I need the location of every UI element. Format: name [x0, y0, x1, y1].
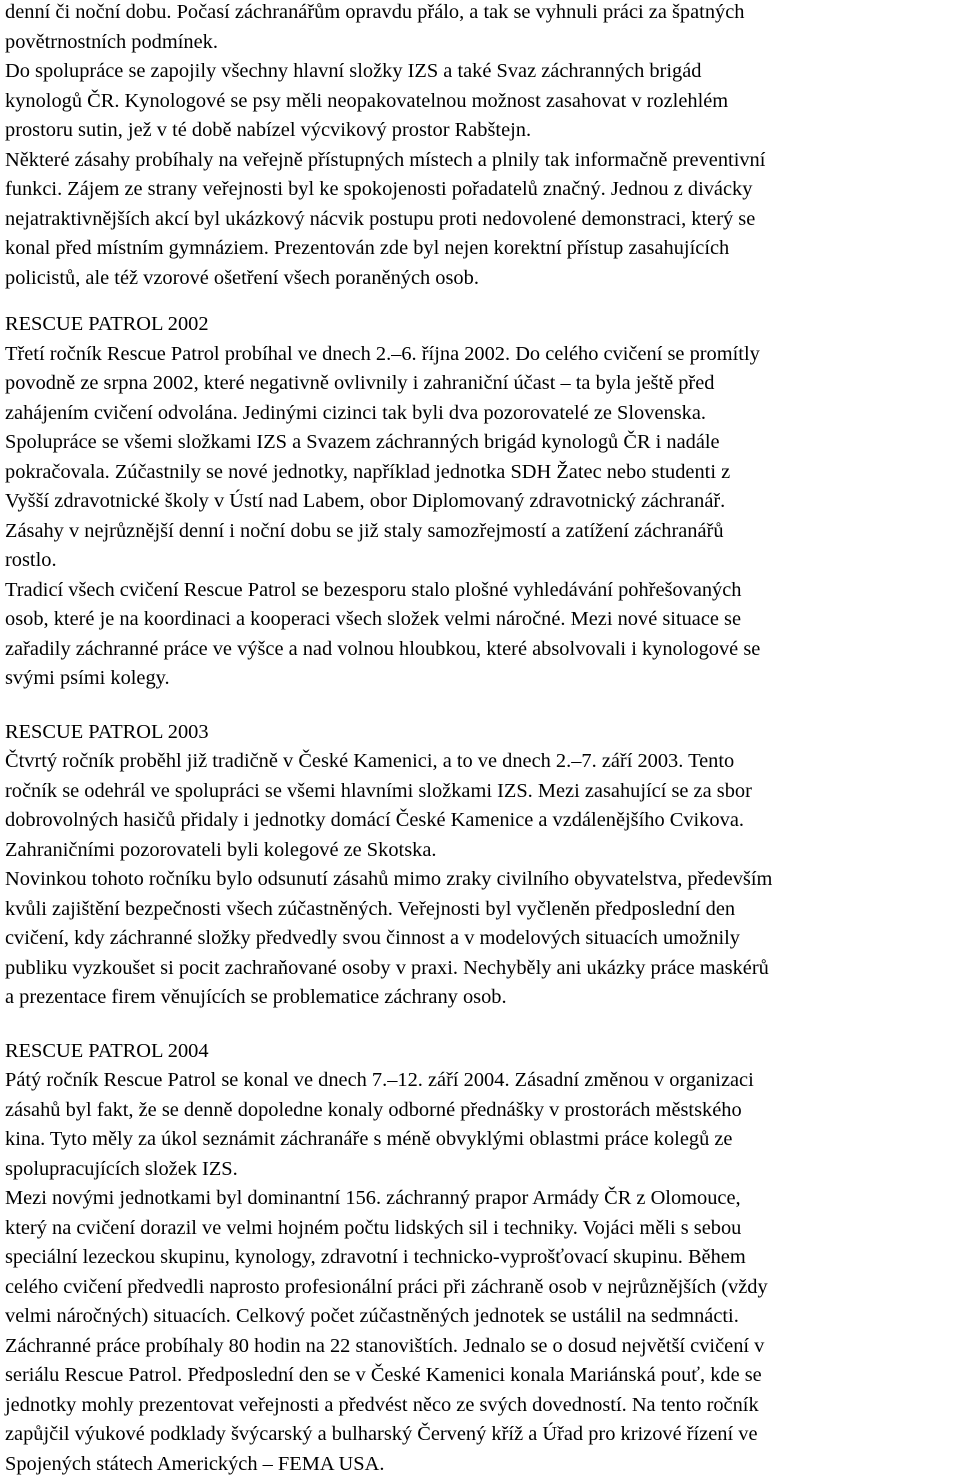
paragraph: Pátý ročník Rescue Patrol se konal ve dnech 7.–12. září 2004. Zásadní změnou v organizaci zásahů byl fakt, že se denně dopoledne konaly odborné přednášky v prostorách městského kina. Tyto měly za úkol seznámit záchranáře s méně obvyklými oblastmi práce kolegů ze spolupracujících složek IZS. [5, 1069, 754, 1180]
spacer [5, 1013, 956, 1037]
paragraph: Do spolupráce se zapojily všechny hlavní složky IZS a také Svaz záchranných brigád kynologů ČR. Kynologové se psy měli neopakovatelnou možnost zasahovat v rozlehlém prostoru sutin, jež v té době nabízel výcvikový prostor Rabštejn. [5, 60, 729, 141]
paragraph: Mezi novými jednotkami byl dominantní 156. záchranný prapor Armády ČR z Olomouce, který na cvičení dorazil ve velmi hojném počtu lidských sil i techniky. Vojáci měli s sebou speciální lezeckou skupinu, kynology, zdravotní i technicko-vyprošťovací skupinu. Během celého cvičení předvedli naprosto profesionální práci při záchraně osob v nejrůznějších (vždy velmi náročných) situacích. Celkový počet zúčastněných jednotek se ustálil na sedmnácti. Záchranné práce probíhaly 80 hodin na 22 stanovištích. Jednalo se o dosud největší cvičení v seriálu Rescue Patrol. Předposlední den se v České Kamenici konala Mariánská pouť, kde se jednotky mohly prezentovat veřejnosti a předvést něco ze svých dovedností. Na tento ročník zapůjčil výukové podklady švýcarský a bulharský Červený kříž a Úřad pro krizové řízení ve Spojených státech Amerických – FEMA USA. [5, 1187, 768, 1475]
paragraph: denní či noční dobu. Počasí záchranářům opravdu přálo, a tak se vyhnuli práci za špatných povětrnostních podmínek. [5, 1, 745, 53]
paragraph: Čtvrtý ročník proběhl již tradičně v České Kamenici, a to ve dnech 2.–7. září 2003. Tento ročník se odehrál ve spolupráci se všemi hlavními složkami IZS. Mezi zasahující se za sbor dobrovolných hasičů přidaly i jednotky domácí České Kamenice a vzdálenějšího Cvikova. Zahraničními pozorovateli byli kolegové ze Skotska. [5, 750, 752, 861]
section-heading: RESCUE PATROL 2004 [5, 1039, 209, 1062]
paragraph: Spolupráce se všemi složkami IZS a Svazem záchranných brigád kynologů ČR i nadále pokračovala. Zúčastnily se nové jednotky, například jednotka SDH Žatec nebo studenti z Vyšší zdravotnické školy v Ústí nad Labem, obor Diplomovaný zdravotnický záchranář. [5, 431, 731, 512]
paragraph: Tradicí všech cvičení Rescue Patrol se bezesporu stalo plošné vyhledávání pohřešovaných osob, které je na koordinaci a kooperaci všech složek velmi náročné. Mezi nové situace se zařadily záchranné práce ve výšce a nad volnou hloubkou, které absolvovali i kynologové se svými psími kolegy. [5, 578, 761, 689]
paragraph: Některé zásahy probíhaly na veřejně přístupných místech a plnily tak informačně preventivní funkci. Zájem ze strany veřejnosti byl ke spokojenosti pořadatelů značný. Jednou z divácky nejatraktivnějších akcí byl ukázkový nácvik postupu proti nedovolené demonstraci, který se konal před místním gymnáziem. Prezentován zde byl nejen korektní přístup zasahujících policistů, ale též vzorové ošetření všech poraněných osob. [5, 148, 766, 289]
paragraph: Zásahy v nejrůznější denní i noční dobu se již staly samozřejmostí a zatížení záchranářů rostlo. [5, 519, 724, 571]
intro-block [5, 0, 956, 293]
section-heading: RESCUE PATROL 2002 [5, 313, 209, 335]
paragraph: Novinkou tohoto ročníku bylo odsunutí zásahů mimo zraky civilního obyvatelstva, především kvůli zajištění bezpečnosti všech zúčastněných. Veřejnosti byl vyčleněn předposlední den cvičení, kdy záchranné složky předvedly svou činnost a v modelových situacích umožnily publiku vyzkoušet si pocit zachraňované osoby v praxi. Nechyběly ani ukázky práce maskérů a prezentace firem věnujících se problematice záchrany osob. [5, 868, 773, 1008]
spacer [5, 293, 956, 310]
section-heading: RESCUE PATROL 2003 [5, 720, 209, 743]
spacer [5, 694, 956, 718]
section-rescue-patrol-2003 [5, 718, 956, 1013]
section-rescue-patrol-2002 [5, 310, 956, 694]
paragraph: Třetí ročník Rescue Patrol probíhal ve dnech 2.–6. října 2002. Do celého cvičení se promítly povodně ze srpna 2002, které negativně ovlivnily i zahraniční účast – ta byla ještě před zahájením cvičení odvolána. Jedinými cizinci tak byli dva pozorovatelé ze Slovenska. [5, 342, 760, 424]
section-rescue-patrol-2004 [5, 1037, 956, 1480]
